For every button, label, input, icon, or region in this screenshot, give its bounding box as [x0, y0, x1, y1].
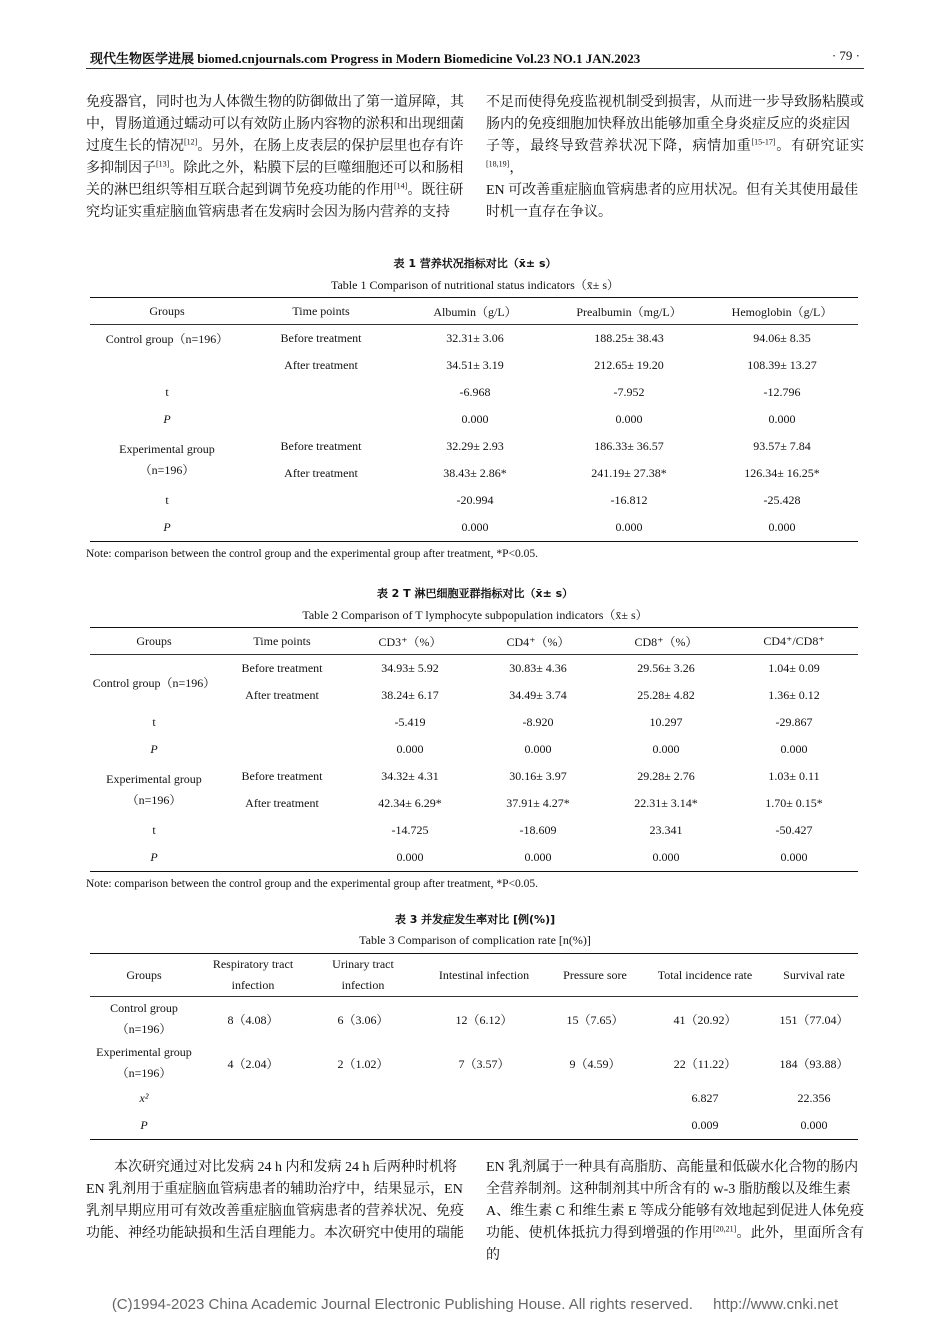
cell — [244, 379, 398, 406]
top-right-column — [486, 92, 864, 224]
cnki-link[interactable]: http://www.cnki.net — [713, 1296, 839, 1313]
table2-note: Note: comparison between the control group and the experimental group after treatment, *P<0.05. — [86, 878, 538, 890]
cell: 212.65± 19.20 — [594, 358, 664, 372]
cell — [198, 1112, 308, 1140]
column-header: Pressure sore — [550, 954, 640, 997]
column-header: Prealbumin（mg/L） — [552, 298, 706, 325]
cell: 1.70± 0.15* — [765, 796, 823, 810]
cell: 22.356 — [797, 1091, 831, 1105]
text-line: 乳剂早期应用可有效改善重症脑血管病患者的营养状况、免疫 — [86, 1204, 464, 1219]
column-header: Groups — [90, 298, 244, 325]
cell: 34.93± 5.92 — [381, 661, 439, 675]
column-header: Albumin（g/L） — [398, 298, 552, 325]
table1-title-cn: 表 1 营养状况指标对比（x̄± s） — [393, 257, 557, 270]
cell: 0.000 — [524, 850, 552, 864]
cell: 108.39± 13.27 — [747, 358, 817, 372]
page-number: · 79 · — [831, 48, 860, 63]
group-label: Experimental group （n=196） — [96, 1045, 192, 1080]
column-header: CD4⁺（%） — [474, 628, 602, 655]
cell: 0.000 — [652, 742, 680, 756]
table3-title-cn: 表 3 并发症发生率对比 [例(%)] — [394, 913, 556, 926]
time-point: After treatment — [284, 466, 358, 480]
cell: 9（4.59） — [569, 1056, 621, 1071]
cell: 6.827 — [691, 1091, 719, 1105]
cell: -8.920 — [522, 715, 554, 729]
table2-title-cn: 表 2 T 淋巴细胞亚群指标对比（x̄± s） — [376, 587, 574, 600]
cell: 186.33± 36.57 — [594, 439, 664, 453]
cell: 0.000 — [800, 1118, 828, 1132]
top-left-column — [86, 92, 464, 224]
cell: 94.06± 8.35 — [753, 331, 811, 345]
table-header-row — [90, 298, 858, 325]
cell: 4（2.04） — [227, 1056, 279, 1071]
table-header-row — [90, 954, 858, 997]
stat-label: t — [152, 823, 156, 837]
text-line: EN 可改善重症脑血管病患者的应用状况。但有关其使用最佳 — [486, 183, 859, 198]
cell: 37.91± 4.27* — [506, 796, 570, 810]
cell: 41（20.92） — [673, 1012, 737, 1027]
cell: 8（4.08） — [227, 1012, 279, 1027]
table-row — [90, 763, 858, 790]
column-header: CD4⁺/CD8⁺ — [730, 628, 858, 655]
cell: 38.43± 2.86* — [443, 466, 507, 480]
cell: 0.000 — [461, 520, 489, 534]
cell: 151（77.04） — [779, 1012, 849, 1027]
text-line: 免疫器官，同时也为人体微生物的防御做出了第一道屏障，其 — [86, 95, 464, 110]
cell: 32.29± 2.93 — [446, 439, 504, 453]
table1-note: Note: comparison between the control group and the experimental group after treatment, *P<0.05. — [86, 548, 538, 560]
cell — [308, 1085, 418, 1112]
bottom-left-column — [86, 1157, 464, 1245]
cell: 0.000 — [396, 742, 424, 756]
citation[interactable]: [15-17] — [751, 137, 776, 147]
table-row — [90, 817, 858, 844]
text-line: 全营养制剂。这种制剂其中所含有的 w-3 脂肪酸以及维生素 — [486, 1182, 851, 1197]
cell: -16.812 — [610, 493, 648, 507]
time-point: Before treatment — [241, 661, 323, 675]
time-point: Before treatment — [280, 439, 362, 453]
cell: 0.000 — [615, 520, 643, 534]
text-line: 过度生长的情况[12]。另外，在肠上皮表层的保护层里也存有许 — [86, 137, 464, 154]
cell: 241.19± 27.38* — [591, 466, 667, 480]
stat-label: t — [152, 715, 156, 729]
table3 — [90, 953, 858, 1140]
cell: 188.25± 38.43 — [594, 331, 664, 345]
time-point: After treatment — [284, 358, 358, 372]
cell: -7.952 — [613, 385, 645, 399]
cell: 0.000 — [396, 850, 424, 864]
cell: 126.34± 16.25* — [744, 466, 820, 480]
cell: 10.297 — [649, 715, 683, 729]
column-header: Urinary tract infection — [308, 954, 418, 997]
cell: 30.83± 4.36 — [509, 661, 567, 675]
cell: -14.725 — [391, 823, 429, 837]
text-line: 究均证实重症脑血管病患者在发病时会因为肠内营养的支持 — [86, 205, 450, 220]
table-row — [90, 1085, 858, 1112]
time-point: Before treatment — [241, 769, 323, 783]
cell: -18.609 — [519, 823, 557, 837]
text-line: 多抑制因子[13]。除此之外，粘膜下层的巨噬细胞还可以和肠相 — [86, 159, 464, 176]
cell: 0.000 — [461, 412, 489, 426]
cell: 0.000 — [615, 412, 643, 426]
cell: 0.000 — [768, 412, 796, 426]
cell: 34.32± 4.31 — [381, 769, 439, 783]
group-label: Control group （n=196） — [110, 1001, 178, 1036]
cell: 1.03± 0.11 — [768, 769, 820, 783]
stat-label: t — [165, 493, 169, 507]
cell: 6（3.06） — [337, 1012, 389, 1027]
table-row — [90, 379, 858, 406]
cell: 23.341 — [649, 823, 683, 837]
cell: 38.24± 6.17 — [381, 688, 439, 702]
cell: 1.04± 0.09 — [768, 661, 820, 675]
cell — [218, 736, 346, 763]
stat-label: P — [150, 850, 158, 864]
cell: 2（1.02） — [337, 1056, 389, 1071]
table-row — [90, 709, 858, 736]
text-line: 功能、使机体抵抗力得到增强的作用[20,21]。此外，里面所含有的 — [486, 1224, 865, 1263]
column-header: CD3⁺（%） — [346, 628, 474, 655]
copyright-text: (C)1994-2023 China Academic Journal Electronic Publishing House. All rights reserved. — [111, 1296, 693, 1313]
column-header: Hemoglobin（g/L） — [706, 298, 858, 325]
stat-label: P — [163, 520, 171, 534]
cell: 0.009 — [691, 1118, 719, 1132]
header-rule — [86, 68, 864, 69]
column-header: Groups — [90, 954, 198, 997]
text-line: 时机一直存在争议。 — [486, 205, 612, 220]
table-row — [90, 325, 858, 353]
cell: 42.34± 6.29* — [378, 796, 442, 810]
column-header: Time points — [244, 298, 398, 325]
column-header: Total incidence rate — [640, 954, 770, 997]
cell: 15（7.65） — [566, 1012, 624, 1027]
cell — [244, 406, 398, 433]
table-row — [90, 736, 858, 763]
table-row — [90, 1041, 858, 1085]
cell: 34.49± 3.74 — [509, 688, 567, 702]
cell: 1.36± 0.12 — [768, 688, 820, 702]
text-line: A、维生素 C 和维生素 E 等成分能够有效地起到促进人体免疫 — [486, 1204, 864, 1219]
group-label: Experimental group （n=196） — [106, 772, 202, 807]
cell: -29.867 — [775, 715, 813, 729]
text-line: 关的淋巴组织等相互联合起到调节免疫功能的作用[14]。既往研 — [86, 181, 464, 198]
cell — [218, 817, 346, 844]
copyright-footer — [0, 1296, 950, 1313]
column-header: CD8⁺（%） — [602, 628, 730, 655]
table3-title-en: Table 3 Comparison of complication rate [n(%)] — [359, 933, 591, 947]
cell: 184（93.88） — [779, 1056, 849, 1071]
table1 — [90, 297, 858, 542]
cell: -5.419 — [394, 715, 426, 729]
text-line: 功能、神经功能缺损和生活自理能力。本次研究中使用的瑞能 — [86, 1226, 464, 1241]
running-header — [90, 48, 860, 68]
stat-label: P — [163, 412, 171, 426]
cell: -50.427 — [775, 823, 813, 837]
text-line: 不足而使得免疫监视机制受到损害，从而进一步导致肠粘膜或 — [486, 95, 864, 110]
bottom-right-column — [486, 1157, 864, 1267]
group-label: Control group（n=196） — [92, 675, 216, 690]
text-line: 本次研究通过对比发病 24 h 内和发病 24 h 后两种时机将 — [114, 1160, 457, 1175]
cell — [90, 352, 244, 379]
cell: 0.000 — [768, 520, 796, 534]
text-line: 肠内的免疫细胞加快释放出能够加重全身炎症反应的炎症因 — [486, 117, 850, 132]
time-point: After treatment — [245, 796, 319, 810]
citation[interactable]: [13] — [156, 159, 170, 169]
stat-label: P — [140, 1118, 148, 1132]
cell: 12（6.12） — [455, 1012, 513, 1027]
time-point: Before treatment — [280, 331, 362, 345]
cell: 22（11.22） — [673, 1056, 737, 1071]
stat-label: t — [165, 385, 169, 399]
text-line: EN 乳剂用于重症脑血管病患者的辅助治疗中，结果显示，EN — [86, 1182, 463, 1197]
cell: 0.000 — [652, 850, 680, 864]
stat-label: x² — [139, 1091, 149, 1105]
table2-title-en: Table 2 Comparison of T lymphocyte subpopulation indicators（x̄± s） — [302, 608, 648, 622]
table-row — [90, 1112, 858, 1140]
text-line: 子等，最终导致营养状况下降，病情加重[15-17]。有研究证实[18,19]， — [486, 137, 864, 176]
group-label: Control group（n=196） — [105, 332, 229, 346]
cell: -6.968 — [459, 385, 491, 399]
cell — [308, 1112, 418, 1140]
column-header: Groups — [90, 628, 218, 655]
citation[interactable]: [20,21] — [713, 1224, 737, 1234]
stat-label: P — [150, 742, 158, 756]
cell — [550, 1085, 640, 1112]
cell: -20.994 — [456, 493, 494, 507]
column-header: Respiratory tract infection — [198, 954, 308, 997]
cell — [418, 1085, 550, 1112]
text-line: 中，胃肠道通过蠕动可以有效防止肠内容物的淤积和出现细菌 — [86, 117, 464, 132]
column-header: Time points — [218, 628, 346, 655]
table-row — [90, 655, 858, 683]
cell — [418, 1112, 550, 1140]
table-row — [90, 352, 858, 379]
cell — [244, 487, 398, 514]
cell: 32.31± 3.06 — [446, 331, 504, 345]
citation[interactable]: [12] — [184, 137, 198, 147]
cell: 93.57± 7.84 — [753, 439, 811, 453]
cell: 7（3.57） — [458, 1056, 510, 1071]
table-row — [90, 997, 858, 1042]
group-label: Experimental group （n=196） — [119, 442, 215, 477]
table2 — [90, 627, 858, 872]
column-header: Intestinal infection — [418, 954, 550, 997]
cell: 30.16± 3.97 — [509, 769, 567, 783]
column-header: Survival rate — [770, 954, 858, 997]
table-row — [90, 514, 858, 542]
table1-title-en: Table 1 Comparison of nutritional status indicators（x̄± s） — [330, 278, 620, 292]
cell — [218, 709, 346, 736]
table-row — [90, 406, 858, 433]
table-header-row — [90, 628, 858, 655]
table-row — [90, 433, 858, 460]
cell — [244, 514, 398, 542]
cell: -12.796 — [763, 385, 801, 399]
cell: 0.000 — [780, 850, 808, 864]
cell — [550, 1112, 640, 1140]
table-row — [90, 487, 858, 514]
cell: 0.000 — [780, 742, 808, 756]
table-row — [90, 844, 858, 872]
cell — [198, 1085, 308, 1112]
citation[interactable]: [14] — [394, 181, 408, 191]
cell: 34.51± 3.19 — [446, 358, 504, 372]
cell: 29.28± 2.76 — [637, 769, 695, 783]
cell: -25.428 — [763, 493, 801, 507]
journal-header: 现代生物医学进展 biomed.cnjournals.com Progress in Modern Biomedicine Vol.23 NO.1 JAN.2023 — [90, 51, 641, 66]
cell: 22.31± 3.14* — [634, 796, 698, 810]
cell — [218, 844, 346, 872]
cell: 0.000 — [524, 742, 552, 756]
time-point: After treatment — [245, 688, 319, 702]
citation[interactable]: [18,19] — [486, 159, 510, 169]
cell: 29.56± 3.26 — [637, 661, 695, 675]
cell: 25.28± 4.82 — [637, 688, 695, 702]
text-line: EN 乳剂属于一种具有高脂肪、高能量和低碳水化合物的肠内 — [486, 1160, 859, 1175]
